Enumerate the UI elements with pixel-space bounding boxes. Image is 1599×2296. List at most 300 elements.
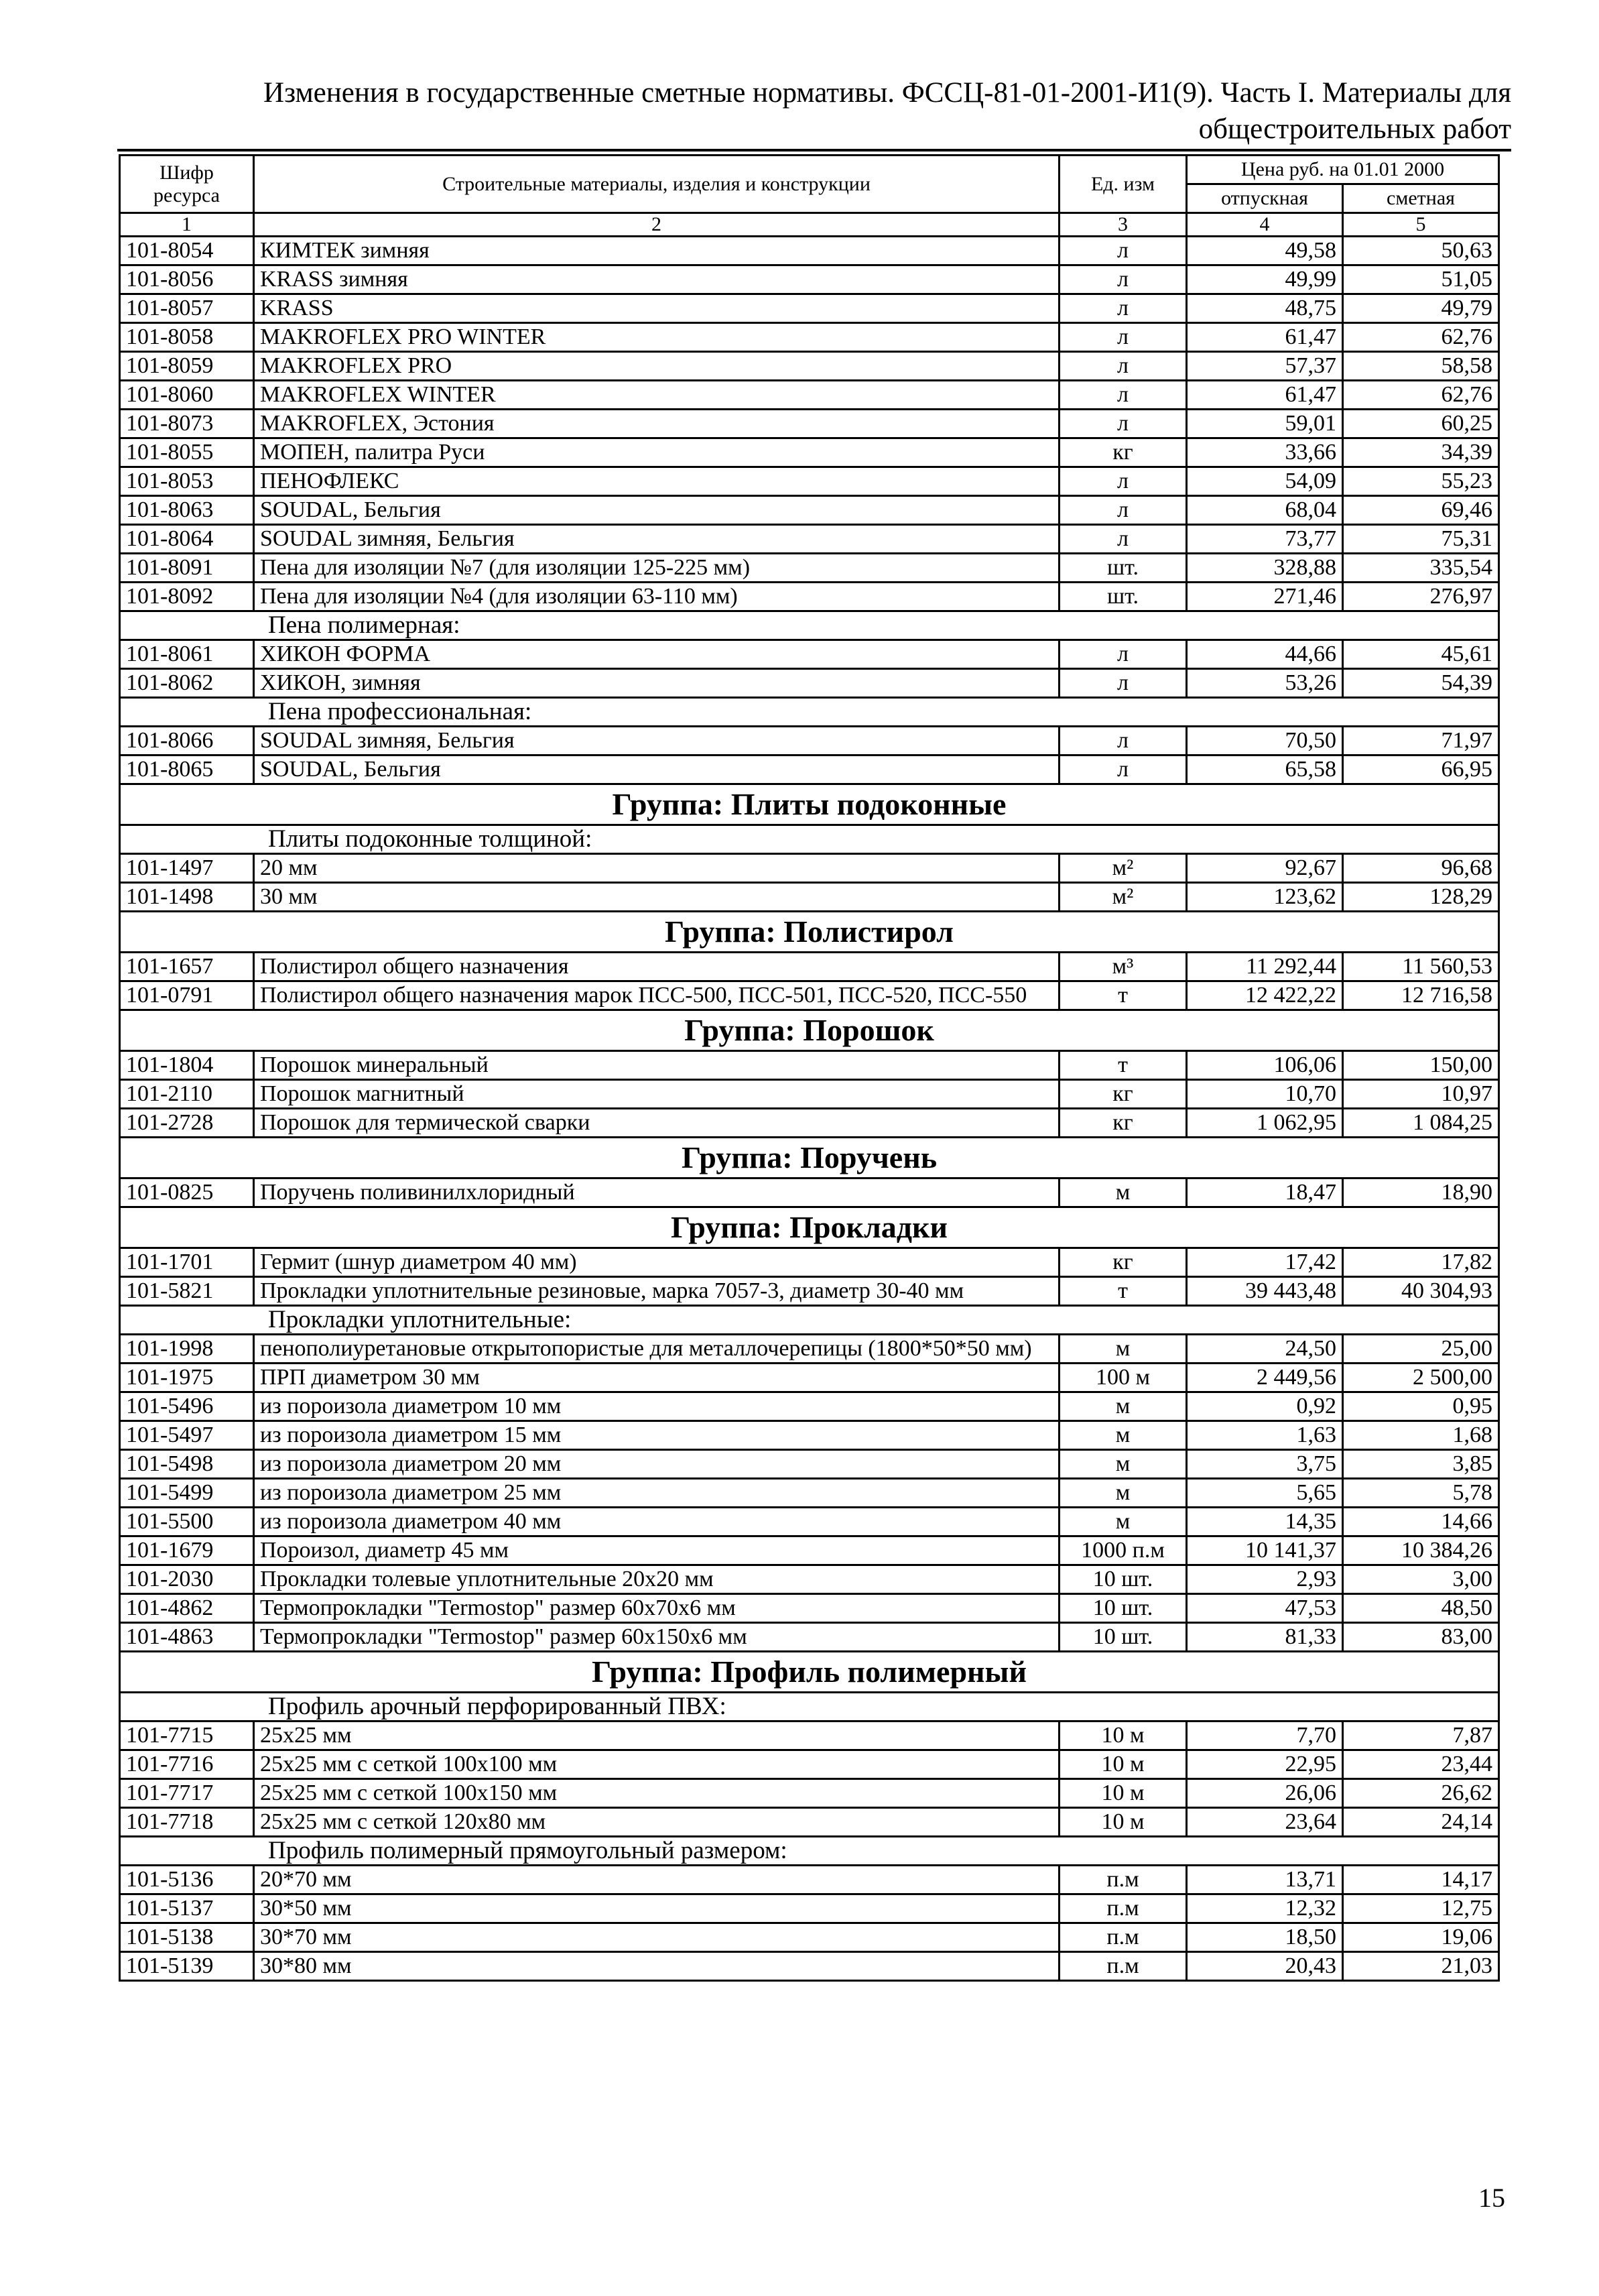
table-row	[120, 1335, 1499, 1364]
release-price: 14,35	[1187, 1508, 1343, 1536]
material-name: Гермит (шнур диаметром 40 мм)	[254, 1248, 1060, 1277]
table-row	[120, 1594, 1499, 1623]
material-name: Пороизол, диаметр 45 мм	[254, 1536, 1060, 1565]
unit-cell: л	[1060, 525, 1187, 554]
table-row	[120, 1248, 1499, 1277]
estimate-price: 5,78	[1343, 1479, 1499, 1508]
release-price: 271,46	[1187, 583, 1343, 611]
release-price: 57,37	[1187, 352, 1343, 381]
resource-code: 101-8062	[120, 669, 254, 698]
estimate-price: 150,00	[1343, 1051, 1499, 1080]
subheader-row	[120, 698, 1499, 727]
unit-cell: л	[1060, 727, 1187, 756]
release-price: 328,88	[1187, 554, 1343, 583]
unit-cell: 100 м	[1060, 1364, 1187, 1392]
table-row	[120, 1392, 1499, 1421]
release-price: 61,47	[1187, 381, 1343, 410]
col-num-5: 5	[1343, 213, 1499, 237]
unit-cell: л	[1060, 265, 1187, 294]
material-name: из пороизола диаметром 25 мм	[254, 1479, 1060, 1508]
resource-code: 101-1998	[120, 1335, 254, 1364]
unit-cell: м	[1060, 1335, 1187, 1364]
unit-cell: кг	[1060, 438, 1187, 467]
estimate-price: 12,75	[1343, 1894, 1499, 1923]
resource-code: 101-0791	[120, 981, 254, 1010]
estimate-price: 71,97	[1343, 727, 1499, 756]
release-price: 23,64	[1187, 1808, 1343, 1837]
table-row	[120, 981, 1499, 1010]
resource-code: 101-5499	[120, 1479, 254, 1508]
estimate-price: 14,17	[1343, 1866, 1499, 1894]
table-row	[120, 756, 1499, 784]
subheader-title: Пена профессиональная:	[120, 698, 1499, 727]
release-price: 18,47	[1187, 1179, 1343, 1207]
unit-cell: 10 м	[1060, 1808, 1187, 1837]
estimate-price: 75,31	[1343, 525, 1499, 554]
subheader-row	[120, 825, 1499, 854]
subheader-row	[120, 611, 1499, 640]
release-price: 26,06	[1187, 1779, 1343, 1808]
release-price: 48,75	[1187, 294, 1343, 323]
group-title: Группа: Поручень	[120, 1138, 1499, 1179]
resource-code: 101-8091	[120, 554, 254, 583]
unit-cell: т	[1060, 981, 1187, 1010]
table-row	[120, 381, 1499, 410]
subheader-row	[120, 1693, 1499, 1721]
table-body	[120, 237, 1499, 1981]
release-price: 92,67	[1187, 854, 1343, 883]
release-price: 81,33	[1187, 1623, 1343, 1652]
col-price-header: Цена руб. на 01.01 2000	[1187, 156, 1499, 184]
estimate-price: 12 716,58	[1343, 981, 1499, 1010]
material-name: Пена для изоляции №4 (для изоляции 63-110 мм)	[254, 583, 1060, 611]
table-row	[120, 727, 1499, 756]
subheader-title: Прокладки уплотнительные:	[120, 1306, 1499, 1335]
table-row	[120, 1508, 1499, 1536]
resource-code: 101-8053	[120, 467, 254, 496]
estimate-price: 276,97	[1343, 583, 1499, 611]
resource-code: 101-8058	[120, 323, 254, 352]
page-number: 15	[1478, 2183, 1505, 2213]
group-header-row	[120, 1652, 1499, 1693]
release-price: 68,04	[1187, 496, 1343, 525]
col-name-header: Строительные материалы, изделия и конструкции	[254, 156, 1060, 213]
material-name: MAKROFLEX PRO WINTER	[254, 323, 1060, 352]
table-row	[120, 854, 1499, 883]
estimate-price: 25,00	[1343, 1335, 1499, 1364]
release-price: 65,58	[1187, 756, 1343, 784]
table-row	[120, 1051, 1499, 1080]
estimate-price: 128,29	[1343, 883, 1499, 912]
release-price: 49,58	[1187, 237, 1343, 265]
release-price: 18,50	[1187, 1923, 1343, 1952]
release-price: 13,71	[1187, 1866, 1343, 1894]
table-row	[120, 1623, 1499, 1652]
estimate-price: 66,95	[1343, 756, 1499, 784]
resource-code: 101-4863	[120, 1623, 254, 1652]
release-price: 33,66	[1187, 438, 1343, 467]
unit-cell: м	[1060, 1508, 1187, 1536]
resource-code: 101-5139	[120, 1952, 254, 1981]
material-name: SOUDAL зимняя, Бельгия	[254, 727, 1060, 756]
material-name: 20 мм	[254, 854, 1060, 883]
unit-cell: шт.	[1060, 554, 1187, 583]
resource-code: 101-1498	[120, 883, 254, 912]
table-row	[120, 438, 1499, 467]
table-row	[120, 953, 1499, 981]
release-price: 10 141,37	[1187, 1536, 1343, 1565]
table-row	[120, 1866, 1499, 1894]
estimate-price: 54,39	[1343, 669, 1499, 698]
material-name: ХИКОН ФОРМА	[254, 640, 1060, 669]
table-row	[120, 1721, 1499, 1750]
material-name: из пороизола диаметром 10 мм	[254, 1392, 1060, 1421]
resource-code: 101-8054	[120, 237, 254, 265]
unit-cell: 10 шт.	[1060, 1565, 1187, 1594]
resource-code: 101-1975	[120, 1364, 254, 1392]
unit-cell: 10 м	[1060, 1779, 1187, 1808]
table-row	[120, 669, 1499, 698]
release-price: 3,75	[1187, 1450, 1343, 1479]
subheader-title: Пена полимерная:	[120, 611, 1499, 640]
release-price: 1,63	[1187, 1421, 1343, 1450]
material-name: из пороизола диаметром 40 мм	[254, 1508, 1060, 1536]
table-row	[120, 265, 1499, 294]
resource-code: 101-2110	[120, 1080, 254, 1109]
release-price: 5,65	[1187, 1479, 1343, 1508]
table-row	[120, 323, 1499, 352]
resource-code: 101-5138	[120, 1923, 254, 1952]
unit-cell: 10 шт.	[1060, 1623, 1187, 1652]
table-row	[120, 410, 1499, 438]
resource-code: 101-2030	[120, 1565, 254, 1594]
table-row	[120, 1894, 1499, 1923]
table-row	[120, 554, 1499, 583]
group-header-row	[120, 784, 1499, 825]
resource-code: 101-8066	[120, 727, 254, 756]
subheader-row	[120, 1837, 1499, 1866]
material-name: 30*50 мм	[254, 1894, 1060, 1923]
table-head-row-1	[120, 156, 1499, 184]
subheader-title: Плиты подоконные толщиной:	[120, 825, 1499, 854]
resource-code: 101-0825	[120, 1179, 254, 1207]
release-price: 10,70	[1187, 1080, 1343, 1109]
group-title: Группа: Порошок	[120, 1010, 1499, 1051]
release-price: 123,62	[1187, 883, 1343, 912]
release-price: 24,50	[1187, 1335, 1343, 1364]
table-row	[120, 352, 1499, 381]
unit-cell: л	[1060, 381, 1187, 410]
material-name: МОПЕН, палитра Руси	[254, 438, 1060, 467]
unit-cell: 10 шт.	[1060, 1594, 1187, 1623]
resource-code: 101-8073	[120, 410, 254, 438]
material-name: KRASS зимняя	[254, 265, 1060, 294]
material-name: Поручень поливинилхлоридный	[254, 1179, 1060, 1207]
unit-cell: кг	[1060, 1109, 1187, 1138]
resource-code: 101-7716	[120, 1750, 254, 1779]
resource-code: 101-7718	[120, 1808, 254, 1837]
resource-code: 101-8060	[120, 381, 254, 410]
estimate-price: 10 384,26	[1343, 1536, 1499, 1565]
estimate-price: 335,54	[1343, 554, 1499, 583]
material-name: SOUDAL, Бельгия	[254, 756, 1060, 784]
table-row	[120, 1421, 1499, 1450]
estimate-price: 24,14	[1343, 1808, 1499, 1837]
unit-cell: м	[1060, 1392, 1187, 1421]
header-line-2: общестроительных работ	[1198, 113, 1511, 145]
estimate-price: 49,79	[1343, 294, 1499, 323]
resource-code: 101-8059	[120, 352, 254, 381]
material-name: MAKROFLEX, Эстония	[254, 410, 1060, 438]
material-name: пенополиуретановые открытопористые для металлочерепицы (1800*50*50 мм)	[254, 1335, 1060, 1364]
unit-cell: шт.	[1060, 583, 1187, 611]
material-name: Порошок магнитный	[254, 1080, 1060, 1109]
release-price: 22,95	[1187, 1750, 1343, 1779]
resource-code: 101-8061	[120, 640, 254, 669]
unit-cell: п.м	[1060, 1923, 1187, 1952]
group-title: Группа: Плиты подоконные	[120, 784, 1499, 825]
release-price: 17,42	[1187, 1248, 1343, 1277]
unit-cell: л	[1060, 496, 1187, 525]
unit-cell: л	[1060, 669, 1187, 698]
table-row	[120, 237, 1499, 265]
unit-cell: л	[1060, 237, 1187, 265]
release-price: 54,09	[1187, 467, 1343, 496]
column-numbers-row	[120, 213, 1499, 237]
material-name: Пена для изоляции №7 (для изоляции 125-225 мм)	[254, 554, 1060, 583]
table-row	[120, 640, 1499, 669]
col-num-3: 3	[1060, 213, 1187, 237]
estimate-price: 10,97	[1343, 1080, 1499, 1109]
group-title: Группа: Полистирол	[120, 912, 1499, 953]
resource-code: 101-4862	[120, 1594, 254, 1623]
release-price: 20,43	[1187, 1952, 1343, 1981]
unit-cell: т	[1060, 1277, 1187, 1306]
material-name: 30 мм	[254, 883, 1060, 912]
unit-cell: 10 м	[1060, 1750, 1187, 1779]
estimate-price: 58,58	[1343, 352, 1499, 381]
resource-code: 101-5821	[120, 1277, 254, 1306]
estimate-price: 34,39	[1343, 438, 1499, 467]
estimate-price: 60,25	[1343, 410, 1499, 438]
resource-code: 101-7717	[120, 1779, 254, 1808]
release-price: 49,99	[1187, 265, 1343, 294]
unit-cell: 10 м	[1060, 1721, 1187, 1750]
material-name: Полистирол общего назначения	[254, 953, 1060, 981]
estimate-price: 62,76	[1343, 381, 1499, 410]
release-price: 2,93	[1187, 1565, 1343, 1594]
material-name: MAKROFLEX PRO	[254, 352, 1060, 381]
group-header-row	[120, 1207, 1499, 1248]
estimate-price: 1 084,25	[1343, 1109, 1499, 1138]
col-num-4: 4	[1187, 213, 1343, 237]
estimate-price: 7,87	[1343, 1721, 1499, 1750]
group-header-row	[120, 1138, 1499, 1179]
table-row	[120, 1952, 1499, 1981]
subheader-title: Профиль полимерный прямоугольный размером:	[120, 1837, 1499, 1866]
unit-cell: п.м	[1060, 1866, 1187, 1894]
table-row	[120, 1179, 1499, 1207]
unit-cell: т	[1060, 1051, 1187, 1080]
table-row	[120, 1277, 1499, 1306]
material-name: Прокладки толевые уплотнительные 20x20 мм	[254, 1565, 1060, 1594]
release-price: 1 062,95	[1187, 1109, 1343, 1138]
release-price: 0,92	[1187, 1392, 1343, 1421]
table-row	[120, 583, 1499, 611]
col-unit-header: Ед. изм	[1060, 156, 1187, 213]
page-header	[117, 75, 1511, 152]
estimate-price: 55,23	[1343, 467, 1499, 496]
resource-code: 101-5137	[120, 1894, 254, 1923]
material-name: КИМТЕК зимняя	[254, 237, 1060, 265]
release-price: 12,32	[1187, 1894, 1343, 1923]
estimate-price: 51,05	[1343, 265, 1499, 294]
table-row	[120, 1450, 1499, 1479]
resource-code: 101-1657	[120, 953, 254, 981]
estimate-price: 19,06	[1343, 1923, 1499, 1952]
unit-cell: м	[1060, 1179, 1187, 1207]
estimate-price: 69,46	[1343, 496, 1499, 525]
material-name: Термопрокладки "Termostop" размер 60x150x6 мм	[254, 1623, 1060, 1652]
material-name: из пороизола диаметром 15 мм	[254, 1421, 1060, 1450]
estimate-price: 14,66	[1343, 1508, 1499, 1536]
col-release-header: отпускная	[1187, 184, 1343, 213]
material-name: KRASS	[254, 294, 1060, 323]
estimate-price: 0,95	[1343, 1392, 1499, 1421]
material-name: 25x25 мм с сеткой 100x100 мм	[254, 1750, 1060, 1779]
table-row	[120, 1923, 1499, 1952]
unit-cell: м²	[1060, 854, 1187, 883]
unit-cell: м²	[1060, 883, 1187, 912]
unit-cell: л	[1060, 352, 1187, 381]
release-price: 7,70	[1187, 1721, 1343, 1750]
col-num-1: 1	[120, 213, 254, 237]
material-name: ПРП диаметром 30 мм	[254, 1364, 1060, 1392]
estimate-price: 48,50	[1343, 1594, 1499, 1623]
group-header-row	[120, 1010, 1499, 1051]
resource-code: 101-8065	[120, 756, 254, 784]
resource-code: 101-8057	[120, 294, 254, 323]
estimate-price: 40 304,93	[1343, 1277, 1499, 1306]
table-row	[120, 1565, 1499, 1594]
resource-code: 101-5496	[120, 1392, 254, 1421]
resource-code: 101-2728	[120, 1109, 254, 1138]
unit-cell: 1000 п.м	[1060, 1536, 1187, 1565]
material-name: 30*70 мм	[254, 1923, 1060, 1952]
table-row	[120, 1536, 1499, 1565]
material-name: Порошок для термической сварки	[254, 1109, 1060, 1138]
estimate-price: 1,68	[1343, 1421, 1499, 1450]
resource-code: 101-8064	[120, 525, 254, 554]
material-name: Порошок минеральный	[254, 1051, 1060, 1080]
resource-code: 101-8092	[120, 583, 254, 611]
subheader-row	[120, 1306, 1499, 1335]
table-row	[120, 1779, 1499, 1808]
resource-code: 101-1804	[120, 1051, 254, 1080]
table-row	[120, 1808, 1499, 1837]
estimate-price: 96,68	[1343, 854, 1499, 883]
col-estimate-header: сметная	[1343, 184, 1499, 213]
table-row	[120, 1109, 1499, 1138]
resource-code: 101-5498	[120, 1450, 254, 1479]
estimate-price: 17,82	[1343, 1248, 1499, 1277]
material-name: 30*80 мм	[254, 1952, 1060, 1981]
release-price: 44,66	[1187, 640, 1343, 669]
release-price: 39 443,48	[1187, 1277, 1343, 1306]
release-price: 11 292,44	[1187, 953, 1343, 981]
unit-cell: кг	[1060, 1080, 1187, 1109]
table-row	[120, 1364, 1499, 1392]
material-name: Прокладки уплотнительные резиновые, марка 7057-3, диаметр 30-40 мм	[254, 1277, 1060, 1306]
release-price: 47,53	[1187, 1594, 1343, 1623]
header-line-1: Изменения в государственные сметные нормативы. ФССЦ-81-01-2001-И1(9). Часть I. Материалы для	[263, 77, 1511, 109]
release-price: 53,26	[1187, 669, 1343, 698]
estimate-price: 3,85	[1343, 1450, 1499, 1479]
estimate-price: 11 560,53	[1343, 953, 1499, 981]
unit-cell: л	[1060, 640, 1187, 669]
unit-cell: кг	[1060, 1248, 1187, 1277]
material-name: 20*70 мм	[254, 1866, 1060, 1894]
table-row	[120, 525, 1499, 554]
estimate-price: 3,00	[1343, 1565, 1499, 1594]
group-title: Группа: Профиль полимерный	[120, 1652, 1499, 1693]
material-name: из пороизола диаметром 20 мм	[254, 1450, 1060, 1479]
unit-cell: л	[1060, 294, 1187, 323]
resource-code: 101-1497	[120, 854, 254, 883]
material-name: 25x25 мм с сеткой 100x150 мм	[254, 1779, 1060, 1808]
unit-cell: м	[1060, 1479, 1187, 1508]
estimate-price: 2 500,00	[1343, 1364, 1499, 1392]
resource-code: 101-8063	[120, 496, 254, 525]
table-row	[120, 883, 1499, 912]
material-name: SOUDAL зимняя, Бельгия	[254, 525, 1060, 554]
material-name: ХИКОН, зимняя	[254, 669, 1060, 698]
release-price: 59,01	[1187, 410, 1343, 438]
unit-cell: п.м	[1060, 1952, 1187, 1981]
unit-cell: л	[1060, 467, 1187, 496]
table-row	[120, 1080, 1499, 1109]
unit-cell: м³	[1060, 953, 1187, 981]
estimate-price: 83,00	[1343, 1623, 1499, 1652]
material-name: SOUDAL, Бельгия	[254, 496, 1060, 525]
material-name: MAKROFLEX WINTER	[254, 381, 1060, 410]
col-num-2: 2	[254, 213, 1060, 237]
estimate-price: 23,44	[1343, 1750, 1499, 1779]
unit-cell: п.м	[1060, 1894, 1187, 1923]
estimate-price: 45,61	[1343, 640, 1499, 669]
release-price: 61,47	[1187, 323, 1343, 352]
unit-cell: м	[1060, 1450, 1187, 1479]
estimate-price: 18,90	[1343, 1179, 1499, 1207]
release-price: 70,50	[1187, 727, 1343, 756]
resource-code: 101-5497	[120, 1421, 254, 1450]
release-price: 2 449,56	[1187, 1364, 1343, 1392]
resource-code: 101-5136	[120, 1866, 254, 1894]
table-row	[120, 496, 1499, 525]
table-row	[120, 294, 1499, 323]
group-title: Группа: Прокладки	[120, 1207, 1499, 1248]
material-name: 25x25 мм	[254, 1721, 1060, 1750]
resource-code: 101-7715	[120, 1721, 254, 1750]
table-row	[120, 1479, 1499, 1508]
table-row	[120, 467, 1499, 496]
release-price: 12 422,22	[1187, 981, 1343, 1010]
col-code-header: Шифр ресурса	[120, 156, 254, 213]
material-name: ПЕНОФЛЕКС	[254, 467, 1060, 496]
material-name: Термопрокладки "Termostop" размер 60x70x6 мм	[254, 1594, 1060, 1623]
unit-cell: л	[1060, 410, 1187, 438]
resource-code: 101-1701	[120, 1248, 254, 1277]
